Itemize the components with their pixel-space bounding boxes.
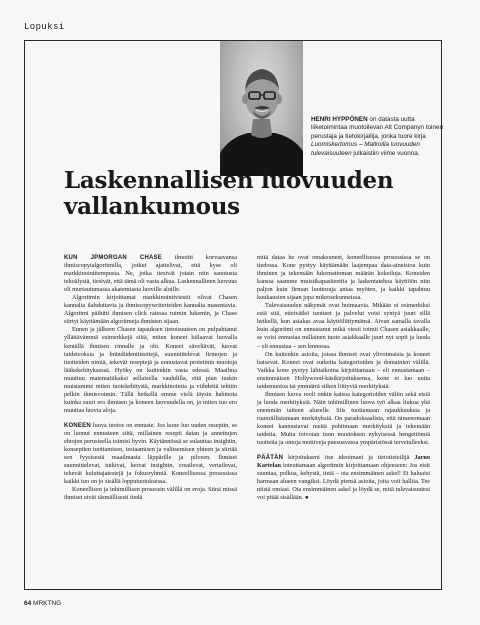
paragraph: mitä dataa he ovat omaksuneet, koneellisessa prosessissa se on tiedossa. Kone pystyy käyttämään laajempaa data-aineistoa kuin ihminen ja tekemään lukemattoman määrän kokeiluja. Koneiden kanssa saamme muistikapasiteettia ja laskentatehoa käyttöön niin paljon kuin firman luottoraja antaa myöten, ja kaikki tapahtuu kuukausien sijaan jopa mikrosekunneissa. <box>257 254 430 302</box>
lead-in: KUN JPMORGAN CHASE <box>64 255 162 261</box>
paragraph-text: kirjoitukseni itse ideoimani ja tietotieteilijä <box>283 454 415 462</box>
paragraph-text: luova tuotos on ennuste. Jos kone luo uuden reseptin, se on luonut ennusteen siitä, millainen resepti datan ja annettujen ehtojen perusteella toimisi hyvin. Käytännössä se sulauttaa insightin, konseptien tuottamisen, testaamisen ja valitsemisen yhteen ja siirtää sen fyysisestä maailmasta läppärille ja pilveen. Ihmiset suunnittelevat, tutkivat, luovat insightin, creailevat, vertailevat, tekevät kuluttajatestejä ja fokusryhmiä. Koneellisessa prosessissa kaikki tuo on jo sisällä lopputuotoksessa. <box>64 421 237 486</box>
paragraph-text: ilmoitti korvaavansa ihmiscopytalgoritmilla, jotkut ajattelivat, että kyse oli markkinointitempusta. Ne, jotka tiesivät jotain niin sanotusta tekoälystä, tiesivät, että tämä oli vasta alkua. Laskennallinen luovuus oli murtautumassa akatemiasta luoville aloille. <box>64 254 237 294</box>
paragraph <box>64 254 237 294</box>
page-footer <box>24 600 61 607</box>
person-name: Jarno Kartelan <box>257 454 430 470</box>
paragraph: Koneellisen ja inhimillisen prosessin välillä on eroja. Siinä missä ihmiset eivät täsmällisesti tiedä <box>64 486 237 502</box>
caption-text: on datasta uutta liiketoimintaa muotoilevan Alt Companyn toinen perustaja ja tietokirjailija, jonka tuore kirja <box>311 116 443 140</box>
magazine-name: MRKTNG <box>33 600 62 607</box>
paragraph: Algoritmin kirjoittamat markkinointiviestit olivat Chasen kannalta ilahduttavia ja ihmiscopywriterieiden kannalta masentavia. Algoritmi päihitti ihmisen click ratessa ruimin lukemin, ja Chase siirtyi käyttämään algoritmeja ihmisten sijaan. <box>64 294 237 326</box>
page-number: 64 <box>24 600 32 607</box>
paragraph: Ihmisen luova rooli onkin katsoa kategorioiden väliin sekä etsiä ja luoda merkityksiä. Näin inhimillinen luova työ alkaa liukua yhä enemmän taiteen alueelle. Siis tuottamaan rajaukkuuksia ja ruumiillistamaan merkityksiä. On paradoksaalista, että nimenomaan koneet kannustavat meitä pohtimaan merkityksiä ja tekemään taidetta. Mutta toivotan tuon muutoksen nykyisessä hengettömiä tuotteita ja ontoja motiiveja puesuavassa ympäristössä tervetulleeksi. <box>257 390 430 447</box>
body-column-left <box>64 254 237 502</box>
body-column-right <box>257 254 430 502</box>
paragraph <box>257 454 430 502</box>
lead-in: KONEEN <box>64 422 91 429</box>
section-label: Lopuksi <box>24 22 65 32</box>
paragraph-text: toteuttamaan algoritmin kirjoittamaan ohjeeseen: Jos etsit suuntaa, polkua, kehystä, tietä – ota ensimmäinen askel! Et haluaisi harmaan alueen vangiksi. Löydä piensä asioita, joita voit hallita. Tee niistä omiasi. Ota ensimmäinen askel ja löydä se, mitä tulevaisuutesi voi pitää sisällään. ● <box>257 462 430 502</box>
paragraph <box>64 422 237 486</box>
book-title: Luomiskertomus – Matkoilla luovuuden tulevaisuuteen <box>311 141 420 157</box>
author-caption <box>311 116 446 158</box>
paragraph: Tulevaisuuden näkymät ovat huimaavia. Mikään ei esimerkiksi estä sitä, etteivätkö tuotteet ja palvelut voisi syntyä juuri sillä hetkellä, kun asiakas avaa käyttöliittymänsä. Aivan samalla tavalla kuin algoritmi on ennustanut mikä viesti toimii Chasen asiakkaalle, se voisi ennustaa millainen tuote asiakkaalle juuri nyt sopii ja luoda – eli ennustaa – sen lennossa. <box>257 302 430 350</box>
lead-in: PÄÄTÄN <box>257 455 284 462</box>
photo-credit: Veli Pöntinen <box>219 148 223 166</box>
paragraph: On kuitenkin asioita, joissa ihmiset ovat ylivoimaisia ja koneet haisevat. Koneet ovat surkeita kategorioiden ja domainien välillä. Vaikka kone pystyy lähiaikoina kirjoittamaan – eli ennustamaan – ensimmäisen Hollywood-käsikirjoituksensa, kone ei luo uutta taidemuotoa tai ymmärrä siihen liittyviä merkityksiä. <box>257 350 430 390</box>
author-name: HENRI HYPPÖNEN <box>311 116 368 123</box>
article-headline: Laskennallisen luovuuden vallankumous <box>64 167 394 220</box>
author-photo <box>220 41 303 176</box>
caption-text-end: julkaistiin viime vuonna. <box>351 149 420 157</box>
paragraph: Ennen ja jälkeen Chasen tapauksen tietoisuuteen on pulpahtanut yllättävämmä esimerkkejä siitä, miten koneet kiilaavat luovalla kentällä ihmisen rinnalle ja ohi. Koneet säveltävät, luovat taideteoksia ja brändiidentiteettejä, suunnittelevat firmojen ja tuotteiden nimiä, tekevät reseptejä ja ennustavat proteiinin muotoja lääkekehityksessä. Hyöky on kuitenkin vasta edessä. Maailma muuttuu matematiikaksi sellaisella vauhdilla, että pian tuskin muistamme miten tuotekehitystä, markkinointia ja viihdettä tehtiin pelkin ihmisvoimin. Tällä hetkellä emme vielä täysin hahmota kuinka suuri ero ihmisen ja koneen luovuudella on, ja miten tuo ero muuttaa luovia aloja. <box>64 326 237 414</box>
